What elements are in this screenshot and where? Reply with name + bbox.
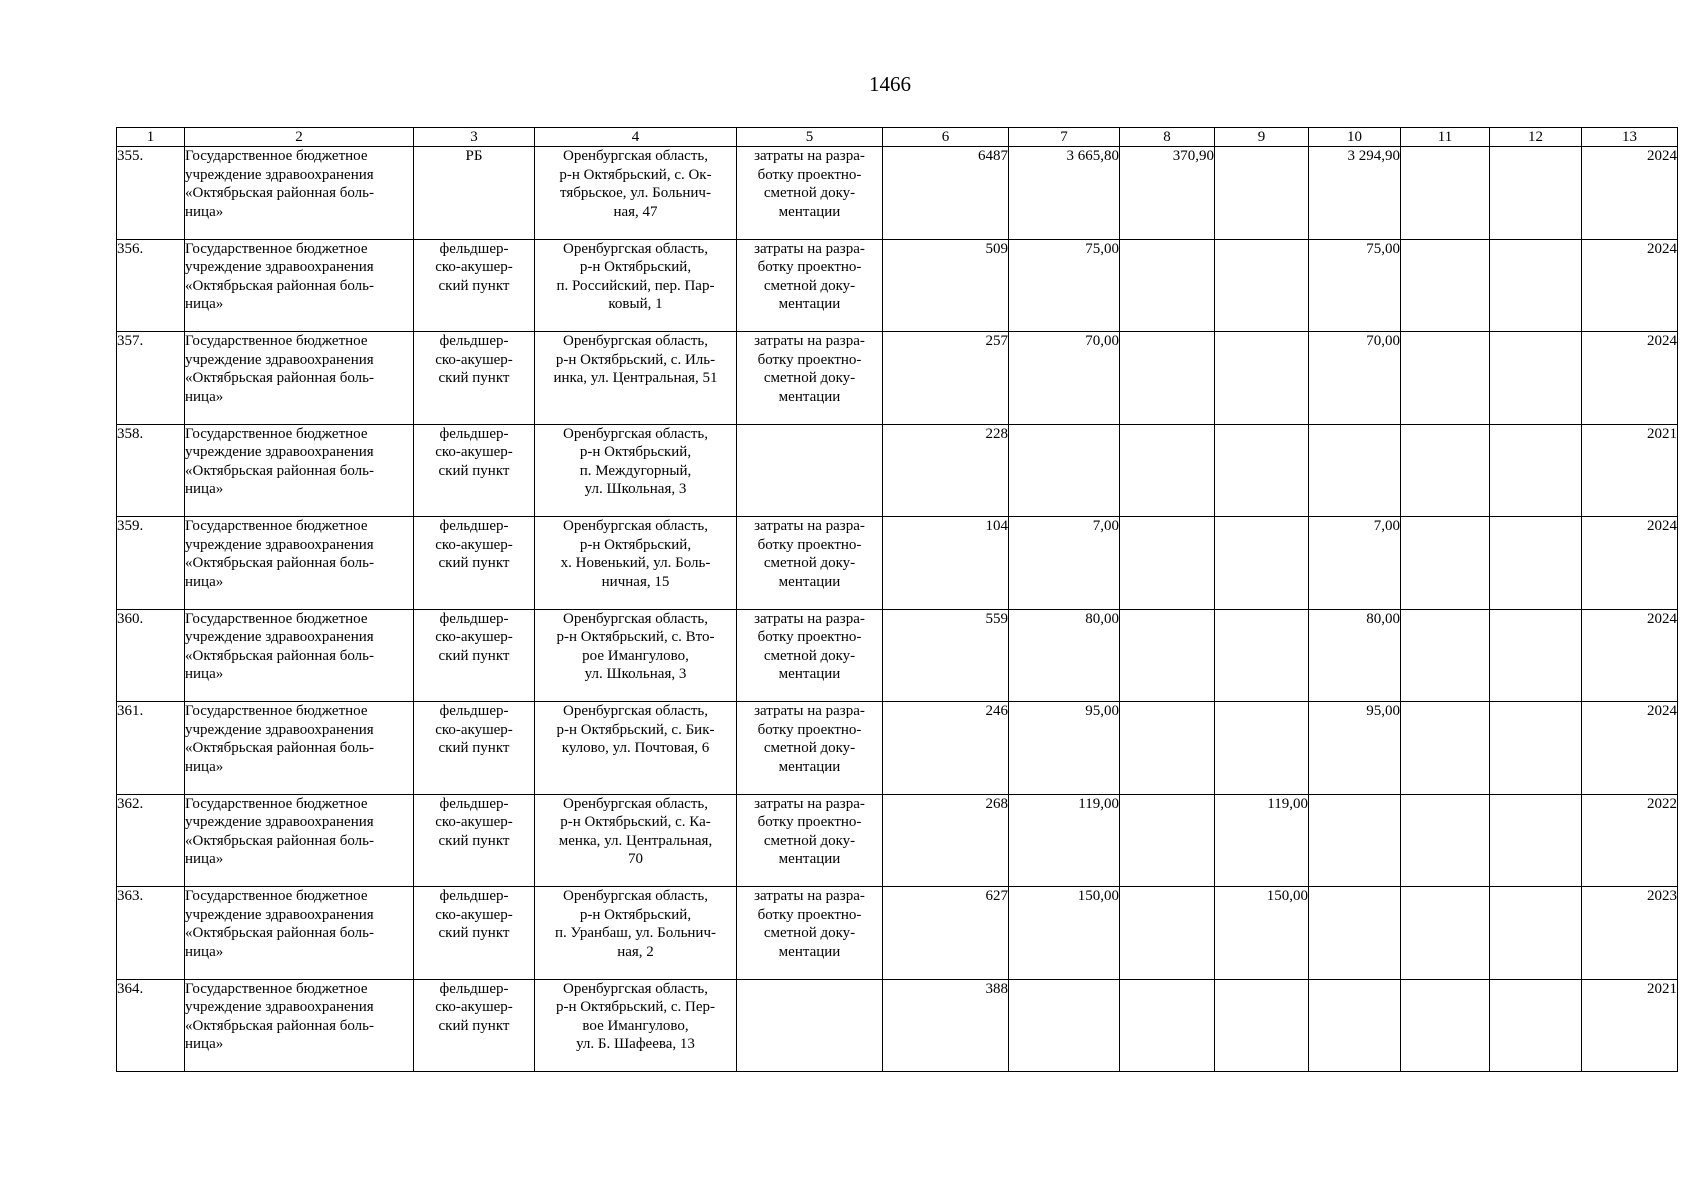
column-header: 5 (737, 128, 883, 147)
column-11-cell (1401, 887, 1490, 980)
column-10-cell (1309, 147, 1401, 240)
column-10-cell (1309, 609, 1401, 702)
column-8-cell-text: 370,90 (1172, 148, 1214, 164)
institution-name-cell-text: Государственное бюджетное учреждение здравоохранения «Октябрьская районная боль- ница» (185, 425, 374, 497)
column-9-cell (1215, 147, 1309, 240)
institution-name-cell (185, 239, 414, 332)
institution-name-cell (185, 887, 414, 980)
column-9-cell (1215, 239, 1309, 332)
row-number-cell-text: 355. (117, 148, 144, 164)
column-11-cell (1401, 979, 1490, 1072)
column-8-cell (1120, 424, 1215, 517)
year-cell (1582, 147, 1678, 240)
row-number-cell (117, 147, 185, 240)
institution-name-cell (185, 794, 414, 887)
column-6-cell (883, 332, 1009, 425)
address-cell (535, 794, 737, 887)
column-header: 12 (1490, 128, 1582, 147)
facility-type-cell-text: фельдшер- ско-акушер- ский пункт (435, 980, 513, 1034)
cost-type-cell (737, 887, 883, 980)
institution-name-cell (185, 147, 414, 240)
column-7-cell (1009, 147, 1120, 240)
row-number-cell-text: 358. (117, 425, 144, 442)
year-cell (1582, 239, 1678, 332)
institution-name-cell-text: Государственное бюджетное учреждение здравоохранения «Октябрьская районная боль- ница» (185, 980, 374, 1052)
column-7-cell (1009, 794, 1120, 887)
address-cell-text: Оренбургская область, р-н Октябрьский, п. Уранбаш, ул. Больнич- ная, 2 (554, 888, 716, 960)
column-6-cell (883, 517, 1009, 610)
column-8-cell (1120, 332, 1215, 425)
column-7-cell (1009, 332, 1120, 425)
facility-type-cell (414, 702, 535, 795)
institution-name-cell (185, 332, 414, 425)
facility-type-cell (414, 979, 535, 1072)
table-row (117, 239, 1678, 332)
column-8-cell (1120, 794, 1215, 887)
column-10-cell (1309, 332, 1401, 425)
column-6-cell-text: 627 (985, 888, 1008, 904)
column-9-cell (1215, 424, 1309, 517)
institution-name-cell (185, 609, 414, 702)
row-number-cell-text: 360. (117, 610, 144, 627)
column-6-cell-text: 6487 (978, 148, 1008, 164)
row-number-cell-text: 361. (117, 703, 144, 719)
cost-type-cell-text: затраты на разра- ботку проектно- сметной доку- ментации (754, 518, 865, 590)
column-10-cell (1309, 702, 1401, 795)
year-cell (1582, 332, 1678, 425)
row-number-cell-text: 362. (117, 795, 144, 812)
table-body (117, 147, 1678, 1072)
column-6-cell-text: 228 (985, 425, 1008, 442)
year-cell (1582, 609, 1678, 702)
cost-type-cell (737, 517, 883, 610)
institution-name-cell-text: Государственное бюджетное учреждение здравоохранения «Октябрьская районная боль- ница» (185, 240, 374, 312)
address-cell-text: Оренбургская область, р-н Октябрьский, с. Ка- менка, ул. Центральная, 70 (558, 795, 713, 867)
column-10-cell (1309, 239, 1401, 332)
row-number-cell-text: 357. (117, 333, 144, 349)
year-cell (1582, 887, 1678, 980)
year-cell (1582, 702, 1678, 795)
column-11-cell (1401, 517, 1490, 610)
table-row (117, 702, 1678, 795)
column-number-row (117, 128, 1678, 147)
page-number: 1466 (869, 72, 911, 96)
institution-name-cell-text: Государственное бюджетное учреждение здравоохранения «Октябрьская районная боль- ница» (185, 148, 374, 220)
facility-type-cell (414, 332, 535, 425)
column-7-cell (1009, 424, 1120, 517)
column-6-cell-text: 246 (985, 703, 1008, 719)
institution-name-cell-text: Государственное бюджетное учреждение здравоохранения «Октябрьская районная боль- ница» (185, 333, 374, 405)
row-number-cell-text: 363. (117, 888, 144, 904)
column-9-cell-text: 119,00 (1267, 795, 1308, 812)
register-table (116, 127, 1678, 1072)
table-row (117, 979, 1678, 1072)
address-cell (535, 147, 737, 240)
address-cell (535, 702, 737, 795)
row-number-cell (117, 239, 185, 332)
facility-type-cell-text: фельдшер- ско-акушер- ский пункт (435, 888, 513, 941)
column-6-cell-text: 388 (985, 980, 1008, 997)
facility-type-cell (414, 794, 535, 887)
column-10-cell-text: 3 294,90 (1347, 148, 1400, 164)
table-row (117, 147, 1678, 240)
table-row (117, 332, 1678, 425)
year-cell-text: 2021 (1647, 425, 1677, 442)
year-cell (1582, 517, 1678, 610)
column-12-cell (1490, 424, 1582, 517)
cost-type-cell (737, 424, 883, 517)
address-cell (535, 239, 737, 332)
column-6-cell (883, 609, 1009, 702)
column-6-cell (883, 794, 1009, 887)
row-number-cell (117, 332, 185, 425)
year-cell (1582, 424, 1678, 517)
column-7-cell (1009, 517, 1120, 610)
column-7-cell-text: 119,00 (1078, 795, 1119, 812)
row-number-cell (117, 609, 185, 702)
column-7-cell (1009, 702, 1120, 795)
column-7-cell-text: 95,00 (1085, 703, 1119, 719)
institution-name-cell-text: Государственное бюджетное учреждение здравоохранения «Октябрьская районная боль- ница» (185, 610, 374, 682)
column-10-cell (1309, 979, 1401, 1072)
row-number-cell (117, 424, 185, 517)
cost-type-cell-text: затраты на разра- ботку проектно- сметной доку- ментации (754, 888, 865, 960)
column-7-cell (1009, 979, 1120, 1072)
table-row (117, 887, 1678, 980)
cost-type-cell-text: затраты на разра- ботку проектно- сметной доку- ментации (754, 240, 865, 312)
column-6-cell-text: 257 (985, 333, 1008, 349)
column-11-cell (1401, 239, 1490, 332)
column-12-cell (1490, 794, 1582, 887)
column-10-cell-text: 70,00 (1366, 333, 1400, 349)
facility-type-cell (414, 424, 535, 517)
column-12-cell (1490, 517, 1582, 610)
institution-name-cell-text: Государственное бюджетное учреждение здравоохранения «Октябрьская районная боль- ница» (185, 518, 374, 590)
column-12-cell (1490, 332, 1582, 425)
column-8-cell (1120, 609, 1215, 702)
address-cell (535, 332, 737, 425)
column-8-cell (1120, 979, 1215, 1072)
year-cell-text: 2024 (1647, 703, 1677, 719)
address-cell-text: Оренбургская область, р-н Октябрьский, п. Междугорный, ул. Школьная, 3 (563, 425, 708, 497)
address-cell-text: Оренбургская область, р-н Октябрьский, с. Бик- кулово, ул. Почтовая, 6 (556, 703, 715, 756)
institution-name-cell-text: Государственное бюджетное учреждение здравоохранения «Октябрьская районная боль- ница» (185, 795, 374, 867)
column-6-cell (883, 887, 1009, 980)
column-6-cell-text: 559 (985, 610, 1008, 627)
column-12-cell (1490, 979, 1582, 1072)
column-6-cell-text: 104 (985, 518, 1008, 534)
column-11-cell (1401, 702, 1490, 795)
column-10-cell (1309, 887, 1401, 980)
column-7-cell-text: 7,00 (1092, 518, 1119, 534)
facility-type-cell-text: фельдшер- ско-акушер- ский пункт (435, 333, 513, 386)
institution-name-cell (185, 979, 414, 1072)
column-11-cell (1401, 332, 1490, 425)
column-7-cell-text: 80,00 (1085, 610, 1119, 627)
row-number-cell (117, 517, 185, 610)
year-cell-text: 2024 (1647, 148, 1677, 164)
cost-type-cell-text: затраты на разра- ботку проектно- сметной доку- ментации (754, 703, 865, 775)
table-row (117, 609, 1678, 702)
column-7-cell-text: 75,00 (1085, 240, 1119, 257)
address-cell (535, 979, 737, 1072)
column-header: 10 (1309, 128, 1401, 147)
row-number-cell (117, 702, 185, 795)
column-header: 1 (117, 128, 185, 147)
table-header (117, 128, 1678, 147)
year-cell-text: 2024 (1647, 518, 1677, 534)
cost-type-cell-text: затраты на разра- ботку проектно- сметной доку- ментации (754, 610, 865, 682)
column-8-cell (1120, 517, 1215, 610)
column-7-cell (1009, 239, 1120, 332)
column-10-cell-text: 7,00 (1373, 518, 1400, 534)
column-10-cell (1309, 424, 1401, 517)
column-12-cell (1490, 887, 1582, 980)
column-header: 11 (1401, 128, 1490, 147)
column-9-cell (1215, 794, 1309, 887)
facility-type-cell (414, 887, 535, 980)
column-12-cell (1490, 147, 1582, 240)
facility-type-cell-text: фельдшер- ско-акушер- ский пункт (435, 703, 513, 756)
year-cell (1582, 794, 1678, 887)
column-header: 13 (1582, 128, 1678, 147)
column-header: 7 (1009, 128, 1120, 147)
address-cell-text: Оренбургская область, р-н Октябрьский, п. Российский, пер. Пар- ковый, 1 (556, 240, 715, 312)
column-12-cell (1490, 609, 1582, 702)
year-cell-text: 2024 (1647, 240, 1677, 257)
column-6-cell-text: 509 (985, 240, 1008, 257)
column-9-cell (1215, 979, 1309, 1072)
institution-name-cell (185, 517, 414, 610)
address-cell (535, 887, 737, 980)
cost-type-cell (737, 702, 883, 795)
column-header: 9 (1215, 128, 1309, 147)
institution-name-cell-text: Государственное бюджетное учреждение здравоохранения «Октябрьская районная боль- ница» (185, 703, 374, 775)
column-10-cell-text: 80,00 (1366, 610, 1400, 627)
address-cell (535, 424, 737, 517)
address-cell-text: Оренбургская область, р-н Октябрьский, с. Ок- тябрьское, ул. Больнич- ная, 47 (559, 148, 712, 220)
column-9-cell (1215, 609, 1309, 702)
address-cell (535, 517, 737, 610)
facility-type-cell-text: фельдшер- ско-акушер- ский пункт (435, 795, 513, 849)
cost-type-cell (737, 609, 883, 702)
column-7-cell-text: 70,00 (1085, 333, 1119, 349)
facility-type-cell-text: РБ (465, 148, 483, 164)
facility-type-cell-text: фельдшер- ско-акушер- ский пункт (435, 240, 513, 294)
table-row (117, 424, 1678, 517)
row-number-cell-text: 359. (117, 518, 144, 534)
row-number-cell (117, 979, 185, 1072)
facility-type-cell-text: фельдшер- ско-акушер- ский пункт (435, 425, 513, 479)
cost-type-cell (737, 147, 883, 240)
year-cell-text: 2022 (1647, 795, 1677, 812)
column-9-cell (1215, 332, 1309, 425)
column-7-cell-text: 3 665,80 (1066, 148, 1119, 164)
column-11-cell (1401, 609, 1490, 702)
column-10-cell-text: 95,00 (1366, 703, 1400, 719)
column-header: 6 (883, 128, 1009, 147)
facility-type-cell-text: фельдшер- ско-акушер- ский пункт (435, 610, 513, 664)
address-cell-text: Оренбургская область, р-н Октябрьский, с. Иль- инка, ул. Центральная, 51 (553, 333, 718, 386)
cost-type-cell (737, 239, 883, 332)
facility-type-cell (414, 147, 535, 240)
column-8-cell (1120, 239, 1215, 332)
year-cell (1582, 979, 1678, 1072)
column-10-cell-text: 75,00 (1366, 240, 1400, 257)
column-header: 8 (1120, 128, 1215, 147)
address-cell-text: Оренбургская область, р-н Октябрьский, х. Новенький, ул. Боль- ничная, 15 (560, 518, 711, 590)
institution-name-cell-text: Государственное бюджетное учреждение здравоохранения «Октябрьская районная боль- ница» (185, 888, 374, 960)
column-6-cell (883, 239, 1009, 332)
column-7-cell (1009, 609, 1120, 702)
column-9-cell (1215, 887, 1309, 980)
column-6-cell-text: 268 (985, 795, 1008, 812)
row-number-cell (117, 887, 185, 980)
column-12-cell (1490, 239, 1582, 332)
column-12-cell (1490, 702, 1582, 795)
row-number-cell-text: 364. (117, 980, 144, 997)
address-cell-text: Оренбургская область, р-н Октябрьский, с. Вто- рое Имангулово, ул. Школьная, 3 (556, 610, 715, 682)
cost-type-cell (737, 794, 883, 887)
cost-type-cell (737, 332, 883, 425)
column-7-cell (1009, 887, 1120, 980)
address-cell-text: Оренбургская область, р-н Октябрьский, с. Пер- вое Имангулово, ул. Б. Шафеева, 13 (555, 980, 716, 1052)
year-cell-text: 2021 (1647, 980, 1677, 997)
year-cell-text: 2024 (1647, 610, 1677, 627)
column-6-cell (883, 424, 1009, 517)
column-header: 3 (414, 128, 535, 147)
column-8-cell (1120, 147, 1215, 240)
year-cell-text: 2024 (1647, 333, 1677, 349)
facility-type-cell (414, 239, 535, 332)
column-9-cell (1215, 702, 1309, 795)
facility-type-cell (414, 517, 535, 610)
cost-type-cell-text: затраты на разра- ботку проектно- сметной доку- ментации (754, 333, 865, 405)
facility-type-cell (414, 609, 535, 702)
column-9-cell (1215, 517, 1309, 610)
column-11-cell (1401, 794, 1490, 887)
cost-type-cell (737, 979, 883, 1072)
institution-name-cell (185, 424, 414, 517)
row-number-cell (117, 794, 185, 887)
column-11-cell (1401, 424, 1490, 517)
column-header: 2 (185, 128, 414, 147)
column-7-cell-text: 150,00 (1077, 888, 1119, 904)
column-6-cell (883, 979, 1009, 1072)
year-cell-text: 2023 (1647, 888, 1677, 904)
row-number-cell-text: 356. (117, 240, 144, 257)
column-header: 4 (535, 128, 737, 147)
column-8-cell (1120, 702, 1215, 795)
column-8-cell (1120, 887, 1215, 980)
cost-type-cell-text: затраты на разра- ботку проектно- сметной доку- ментации (754, 795, 865, 867)
column-11-cell (1401, 147, 1490, 240)
column-10-cell (1309, 517, 1401, 610)
column-9-cell-text: 150,00 (1266, 888, 1308, 904)
address-cell (535, 609, 737, 702)
facility-type-cell-text: фельдшер- ско-акушер- ский пункт (435, 518, 513, 571)
column-10-cell (1309, 794, 1401, 887)
column-6-cell (883, 702, 1009, 795)
column-6-cell (883, 147, 1009, 240)
institution-name-cell (185, 702, 414, 795)
table-row (117, 794, 1678, 887)
cost-type-cell-text: затраты на разра- ботку проектно- сметной доку- ментации (754, 148, 865, 220)
table-row (117, 517, 1678, 610)
